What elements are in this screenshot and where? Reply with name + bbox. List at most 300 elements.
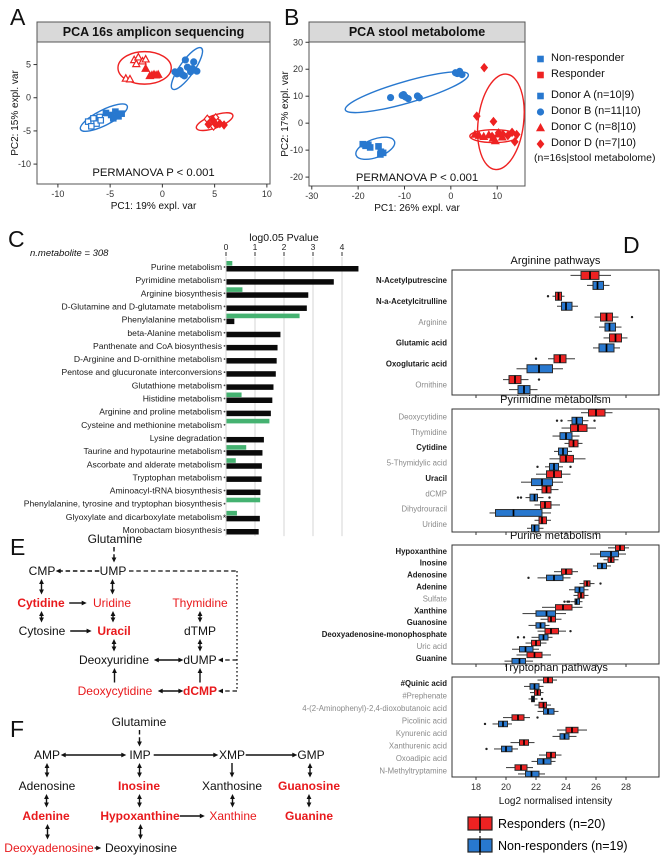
label-dot — [224, 450, 226, 452]
scatter-point — [103, 110, 108, 115]
node-label: Guanine — [284, 809, 334, 823]
legend-item — [534, 66, 656, 82]
arrowhead-icon — [198, 647, 203, 652]
x-axis-label: Log2 normalised intensity — [498, 796, 613, 807]
outlier-dot — [563, 600, 565, 602]
arrowhead-icon — [213, 753, 218, 758]
bar-black — [227, 345, 278, 351]
scatter-point — [459, 72, 465, 78]
label-dot — [224, 503, 226, 505]
arrowhead-icon — [96, 846, 101, 851]
pyrimidine-pathway-diagram — [8, 532, 308, 718]
x-tick-label: -30 — [305, 191, 319, 201]
x-tick-label: -20 — [351, 191, 365, 201]
bar-axis-title: log0.05 Pvalue — [249, 232, 319, 244]
arrowhead-icon — [200, 814, 205, 819]
node-label: Guanosine — [277, 779, 341, 793]
bar-green — [227, 498, 261, 503]
metabolite-label: Oxoadipic acid — [395, 754, 447, 764]
metabolite-label: N-Methyltryptamine — [379, 766, 447, 776]
bar-green — [227, 458, 236, 463]
scatter-point — [182, 57, 188, 63]
metabolite-label: Oxoglutaric acid — [385, 359, 447, 369]
bar-green — [227, 511, 237, 516]
pca-16s-plot — [8, 8, 278, 222]
metabolite-label: Inosine — [419, 558, 447, 568]
arrowhead-icon — [138, 835, 143, 840]
bar-green — [227, 314, 300, 319]
panel-d-label: D — [623, 232, 640, 258]
scatter-point — [191, 59, 197, 65]
triangle-marker-icon — [534, 121, 547, 134]
scatter-point — [376, 144, 381, 149]
x-axis-label: PC1: 26% expl. var — [374, 203, 460, 214]
outlier-dot — [569, 466, 571, 468]
bar-category-label: Glyoxylate and dicarboxylate metabolism — [65, 511, 222, 522]
bar-category-label: D-Arginine and D-ornithine metabolism — [73, 354, 222, 365]
significance-star: * — [222, 512, 227, 523]
metabolite-label: Uric acid — [416, 641, 447, 651]
arrowhead-icon — [39, 618, 44, 623]
bar-black — [227, 384, 274, 390]
bar-category-label: Purine metabolism — [150, 262, 222, 272]
outlier-dot — [520, 496, 522, 498]
scatter-point — [111, 116, 116, 121]
panel-c-label: C — [8, 226, 25, 252]
metabolite-label: Thymidine — [411, 427, 447, 437]
node-label: Deoxyinosine — [104, 841, 178, 855]
scatter-point — [538, 56, 543, 61]
arrowhead-icon — [111, 611, 116, 616]
bar-black — [227, 437, 264, 443]
arrowhead-icon — [110, 579, 115, 584]
bar-black — [227, 332, 281, 338]
outlier-dot — [538, 378, 540, 380]
metabolite-label: N-a-Acetylcitrulline — [375, 297, 447, 307]
outlier-dot — [527, 577, 529, 579]
x-axis-label: PC1: 19% expl. var — [110, 201, 197, 212]
bar-category-label: Pentose and glucuronate interconversions — [61, 367, 222, 378]
metabolite-label: Uridine — [422, 520, 447, 530]
plot-area — [309, 42, 525, 186]
bar-black — [227, 463, 262, 469]
node-label: Deoxyadenosine — [4, 841, 94, 855]
metabolite-label: Adenosine — [407, 570, 447, 580]
arrowhead-icon — [56, 569, 61, 574]
node-label: Xanthosine — [201, 779, 263, 793]
metabolite-label: Ornithine — [415, 380, 447, 390]
arrowhead-icon — [307, 803, 312, 808]
purine-pathway-diagram — [4, 712, 348, 865]
outlier-dot — [541, 698, 543, 700]
node-label: Uracil — [97, 624, 131, 638]
label-dot — [224, 345, 226, 347]
x-tick-label: 22 — [530, 782, 542, 792]
scatter-point — [537, 140, 543, 148]
node-label: CMP — [28, 564, 56, 578]
legend-note: (n=16s|stool metabolome) — [534, 152, 656, 164]
outlier-dot — [593, 419, 595, 421]
facet-title: Tryptophan pathways — [503, 662, 608, 674]
permanova-annotation: PERMANOVA P < 0.001 — [355, 172, 479, 184]
node-label: dCMP — [183, 684, 217, 698]
label-dot — [224, 529, 226, 531]
square-marker-icon — [534, 89, 547, 102]
node-label: Cytosine — [18, 624, 66, 638]
bar-category-label: Arginine biosynthesis — [140, 288, 222, 299]
bar-category-label: D-Glutamine and D-glutamate metabolism — [61, 301, 222, 312]
label-dot — [224, 306, 226, 308]
plot-title: PCA 16s amplicon sequencing — [62, 25, 245, 39]
arrowhead-icon — [137, 763, 142, 768]
bar-category-label: Phenylalanine metabolism — [121, 314, 222, 325]
bar-green — [227, 419, 270, 424]
arrowhead-icon — [137, 742, 142, 747]
arrowhead-icon — [308, 773, 313, 778]
scatter-point — [538, 109, 544, 115]
arrowhead-icon — [137, 773, 142, 778]
y-axis-label: PC2: 17% expl. var — [280, 71, 291, 157]
arrowhead-icon — [112, 647, 117, 652]
outlier-dot — [568, 600, 570, 602]
label-dot — [224, 266, 226, 268]
label-dot — [224, 384, 226, 386]
bar-black — [227, 490, 261, 496]
outlier-dot — [569, 630, 571, 632]
panel-a-label: A — [10, 4, 26, 30]
arrowhead-icon — [218, 689, 223, 694]
bar-category-label: Lysine degradation — [149, 432, 222, 443]
bar-black — [227, 476, 262, 482]
arrowhead-icon — [138, 824, 143, 829]
scatter-point — [416, 95, 422, 101]
bar-category-label: Pyrimidine metabolism — [135, 275, 222, 286]
arrowhead-icon — [198, 668, 203, 673]
x-tick-label: 26 — [590, 782, 602, 792]
x-tick-label: -10 — [397, 191, 411, 201]
arrowhead-icon — [154, 658, 159, 663]
node-label: GMP — [297, 748, 325, 762]
bar-category-label: Ascorbate and alderate metabolism — [86, 459, 222, 470]
scatter-point — [538, 93, 543, 98]
arrowhead-icon — [158, 689, 163, 694]
arrowhead-icon — [198, 611, 203, 616]
outlier-dot — [485, 748, 487, 750]
outlier-dot — [535, 358, 537, 360]
outlier-dot — [631, 316, 633, 318]
label-dot — [224, 437, 226, 439]
arrowhead-icon — [230, 773, 235, 778]
outlier-dot — [536, 716, 538, 718]
metabolite-label: Sulfate — [422, 594, 447, 604]
arrowhead-icon — [137, 803, 142, 808]
label-dot — [224, 371, 226, 373]
arrowhead-icon — [45, 763, 50, 768]
bar-category-label: Panthenate and CoA biosynthesis — [93, 340, 222, 351]
arrowhead-icon — [112, 639, 117, 644]
bar-tick-label: 2 — [281, 242, 287, 252]
metabolite-label: Deoxyadenosine-monophosphate — [321, 630, 447, 640]
x-tick-label: 28 — [620, 782, 632, 792]
bar-tick-label: 3 — [310, 242, 316, 252]
label-dot — [224, 398, 226, 400]
panel-e-label: E — [10, 534, 26, 560]
y-tick-label: 0 — [297, 118, 303, 129]
plot-title: PCA stool metabolome — [348, 25, 486, 39]
metabolite-label: Xanthurenic acid — [388, 741, 447, 751]
node-label: dTMP — [183, 624, 217, 638]
node-label: Glutamine — [111, 715, 167, 729]
legend-item-label: Non-responder — [551, 52, 625, 64]
circle-marker-icon — [534, 105, 547, 118]
label-dot — [224, 424, 226, 426]
bar-black — [227, 516, 260, 522]
scatter-point — [119, 111, 124, 116]
x-tick-label: 24 — [560, 782, 572, 792]
node-label: dUMP — [183, 653, 217, 667]
plot-area — [37, 42, 270, 184]
metabolite-label: dCMP — [425, 489, 447, 499]
bar-green — [227, 287, 243, 292]
bar-category-label: Aminoacyl-tRNA biosynthesis — [109, 485, 222, 496]
legend-item-label: Donor C (n=8|10) — [551, 121, 637, 133]
bar-black — [227, 371, 276, 377]
bar-black — [227, 279, 334, 285]
x-tick-label: -5 — [106, 189, 115, 199]
arrowhead-icon — [45, 835, 50, 840]
x-tick-label: 20 — [500, 782, 512, 792]
diamond-marker-icon — [534, 137, 547, 150]
arrowhead-icon — [44, 803, 49, 808]
outlier-dot — [556, 419, 558, 421]
bar-green — [227, 261, 233, 266]
label-dot — [224, 332, 226, 334]
scatter-point — [452, 70, 458, 76]
outlier-dot — [599, 582, 601, 584]
square-marker-icon — [534, 52, 547, 65]
bar-green — [227, 393, 242, 398]
bar-black — [227, 319, 235, 325]
arrowhead-icon — [45, 824, 50, 829]
metabolite-label: Guanine — [415, 653, 447, 663]
bar-category-label: Tryptophan metabolism — [132, 472, 222, 483]
scatter-point — [91, 116, 96, 121]
outlier-dot — [484, 723, 486, 725]
arrowhead-icon — [230, 794, 235, 799]
scatter-point — [401, 92, 407, 98]
x-tick-label: 5 — [212, 189, 218, 199]
bar-black — [227, 450, 263, 456]
scatter-point — [98, 118, 103, 123]
bar-category-label: Histidine metabolism — [142, 393, 222, 404]
arrowhead-icon — [39, 590, 44, 595]
bar-tick-label: 0 — [223, 242, 229, 252]
node-label: XMP — [218, 748, 246, 762]
box — [496, 510, 543, 517]
metabolite-label: Hypoxanthine — [395, 546, 447, 556]
y-tick-label: 30 — [292, 37, 303, 48]
bar-category-label: Cysteine and methionine metabolism — [81, 419, 222, 430]
arrowhead-icon — [307, 794, 312, 799]
node-label: Inosine — [117, 779, 161, 793]
y-tick-label: -10 — [17, 159, 31, 170]
bar-category-label: Monobactam biosynthesis — [122, 525, 222, 535]
y-tick-label: 0 — [25, 92, 31, 103]
metabolite-label: Kynurenic acid — [395, 729, 447, 739]
boxplot-legend-label: Non-responders (n=19) — [498, 839, 628, 853]
arrowhead-icon — [44, 794, 49, 799]
label-dot — [224, 292, 226, 294]
arrowhead-icon — [110, 590, 115, 595]
x-tick-label: -10 — [51, 189, 65, 199]
square-marker-icon — [534, 68, 547, 81]
label-dot — [224, 490, 226, 492]
metabolite-label: 4-(2-Aminophenyl)-2,4-dioxobutanoic acid — [302, 704, 447, 714]
metabolite-label: Dihydrouracil — [401, 504, 447, 514]
node-label: Glutamine — [87, 532, 143, 546]
legend-item — [534, 87, 656, 103]
pca-metabolome-plot — [278, 8, 530, 222]
bar-category-label: Glutathione metabolism — [131, 380, 222, 391]
arrowhead-icon — [198, 639, 203, 644]
label-dot — [224, 279, 226, 281]
scatter-point — [89, 124, 94, 129]
legend-item-label: Donor D (n=7|10) — [551, 137, 637, 149]
legend-item — [534, 50, 656, 66]
label-dot — [224, 319, 226, 321]
metabolite-label: Deoxycytidine — [398, 412, 447, 422]
facet-title: Arginine pathways — [510, 255, 601, 267]
metabolite-label: Cytidine — [416, 443, 447, 453]
arrowhead-icon — [218, 658, 223, 663]
y-axis-label: PC2: 15% expl. var — [10, 70, 21, 156]
bar-black — [227, 398, 273, 404]
metabolite-label: 5-Thymidylic acid — [386, 458, 447, 468]
facet-box — [452, 270, 659, 395]
panel-f-label: F — [10, 716, 25, 742]
y-tick-label: -5 — [22, 125, 31, 136]
metabolite-label: Arginine — [418, 317, 447, 327]
outlier-dot — [536, 466, 538, 468]
bar-black — [227, 305, 307, 311]
x-tick-label: 10 — [261, 189, 272, 199]
bar-green — [227, 445, 247, 450]
scatter-point — [179, 72, 185, 78]
legend-item — [534, 119, 656, 135]
n-metabolite-note: n.metabolite = 308 — [30, 248, 109, 259]
arrowhead-icon — [39, 579, 44, 584]
permanova-annotation: PERMANOVA P < 0.001 — [92, 167, 215, 179]
arrowhead-icon — [111, 618, 116, 623]
legend-item-label: Donor A (n=10|9) — [551, 89, 635, 101]
scatter-point — [378, 152, 383, 157]
x-tick-label: 0 — [159, 189, 165, 199]
bar-black — [227, 411, 271, 417]
node-label: Thymidine — [172, 596, 228, 610]
metabolite-label: Adenine — [416, 582, 447, 592]
bar-category-label: Phenylalanine, tyrosine and tryptophan biosynthesis — [23, 498, 222, 509]
y-tick-label: 5 — [25, 59, 31, 70]
outlier-dot — [548, 496, 550, 498]
scatter-point — [172, 69, 178, 75]
node-label: Deoxycytidine — [77, 684, 153, 698]
arrowhead-icon — [87, 629, 92, 634]
label-dot — [224, 477, 226, 479]
metabolite-label: #Quinic acid — [400, 679, 447, 689]
metabolite-label: Uracil — [425, 473, 447, 483]
y-tick-label: -20 — [289, 172, 303, 183]
bar-black — [227, 358, 277, 364]
outlier-dot — [560, 419, 562, 421]
panel-b-label: B — [284, 4, 300, 30]
node-label: UMP — [99, 564, 127, 578]
node-label: Hypoxanthine — [100, 809, 180, 823]
scatter-point — [388, 95, 394, 101]
metabolite-label: Picolinic acid — [401, 716, 447, 726]
legend-item — [534, 103, 656, 119]
metabolite-label: #Prephenate — [402, 691, 447, 701]
bar-black — [227, 292, 309, 298]
bar-category-label: beta-Alanine metabolism — [127, 327, 222, 338]
arrowhead-icon — [308, 763, 313, 768]
legend-item-label: Donor B (n=11|10) — [551, 105, 641, 117]
arrowhead-icon — [112, 668, 117, 673]
node-label: Uridine — [92, 596, 132, 610]
metabolite-label: Xanthine — [414, 606, 447, 616]
bar-category-label: Taurine and hypotaurine metabolism — [83, 446, 222, 457]
x-tick-label: 0 — [448, 191, 454, 201]
scatter-point — [194, 68, 200, 74]
bar-category-label: Arginine and proline metabolism — [99, 406, 222, 417]
x-tick-label: 10 — [492, 191, 503, 201]
label-dot — [224, 358, 226, 360]
bar-tick-label: 1 — [252, 242, 258, 252]
legend-item-label: Responder — [551, 68, 605, 80]
scatter-point — [367, 145, 372, 150]
legend-item — [534, 135, 656, 151]
arrowhead-icon — [198, 618, 203, 623]
node-label: Adenine — [22, 809, 70, 823]
node-label: Xanthine — [209, 809, 257, 823]
boxplot-legend-label: Responders (n=20) — [498, 817, 606, 831]
y-tick-label: 10 — [292, 91, 303, 102]
arrowhead-icon — [137, 794, 142, 799]
label-dot — [224, 411, 226, 413]
arrowhead-icon — [82, 601, 87, 606]
scatter-point — [538, 72, 543, 77]
arrowhead-icon — [39, 611, 44, 616]
node-label: Adenosine — [18, 779, 76, 793]
bar-tick-label: 4 — [339, 242, 345, 252]
facet-title: Pyrimidine metabolism — [500, 394, 611, 406]
node-label: Cytidine — [17, 596, 65, 610]
arrowhead-icon — [230, 803, 235, 808]
arrowhead-icon — [121, 753, 126, 758]
outlier-dot — [523, 636, 525, 638]
node-label: AMP — [33, 748, 61, 762]
donor-legend — [534, 50, 656, 164]
label-dot — [224, 463, 226, 465]
outlier-dot — [517, 636, 519, 638]
metabolite-label: Glutamic acid — [395, 338, 447, 348]
arrowhead-icon — [61, 753, 66, 758]
node-label: IMP — [129, 748, 151, 762]
facet-title: Purine metabolism — [509, 530, 602, 542]
arrowhead-icon — [45, 773, 50, 778]
x-tick-label: 18 — [470, 782, 482, 792]
scatter-point — [537, 124, 544, 130]
node-label: Deoxyuridine — [78, 653, 150, 667]
